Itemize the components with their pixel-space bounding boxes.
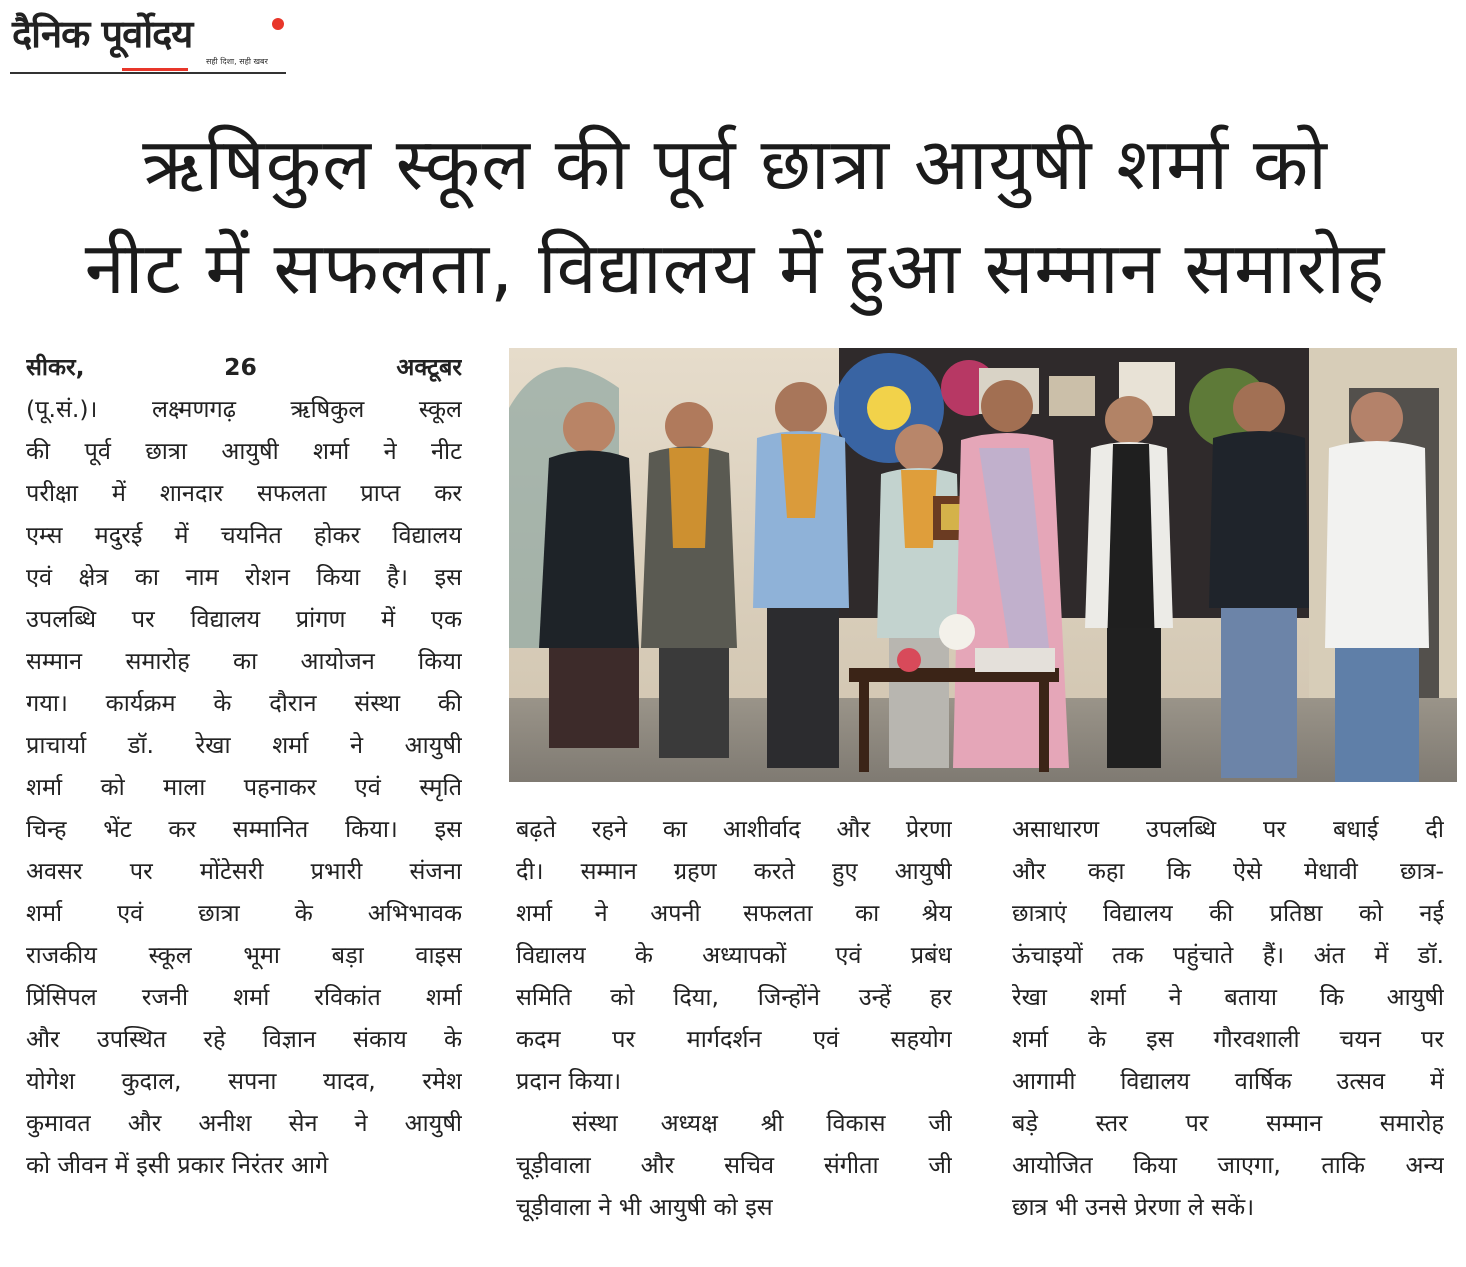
article-line: की पूर्व छात्रा आयुषी शर्मा ने नीट	[26, 437, 462, 465]
article-line: कदम पर मार्गदर्शन एवं सहयोग	[516, 1025, 952, 1053]
logo-dot-icon	[272, 18, 284, 30]
dateline	[26, 346, 462, 388]
article-line: योगेश कुदाल, सपना यादव, रमेश	[26, 1067, 462, 1095]
article-line: रेखा शर्मा ने बताया कि आयुषी	[1012, 983, 1444, 1011]
article-line: समिति को दिया, जिन्होंने उन्हें हर	[516, 983, 952, 1011]
article-line: दी। सम्मान ग्रहण करते हुए आयुषी	[516, 857, 952, 885]
article-line: परीक्षा में शानदार सफलता प्राप्त कर	[26, 479, 462, 507]
article-line: शर्मा ने अपनी सफलता का श्रेय	[516, 899, 952, 927]
article-line: उपलब्धि पर विद्यालय प्रांगण में एक	[26, 605, 462, 633]
article-line: प्रिंसिपल रजनी शर्मा रविकांत शर्मा	[26, 983, 462, 1011]
article-line: (पू.सं.)। लक्ष्मणगढ़ ऋषिकुल स्कूल	[26, 395, 462, 423]
article-line: आगामी विद्यालय वार्षिक उत्सव में	[1012, 1067, 1444, 1095]
article-line: और कहा कि ऐसे मेधावी छात्र-	[1012, 857, 1444, 885]
headline-line-2: नीट में सफलता, विद्यालय में हुआ सम्मान समारोह	[84, 226, 1386, 310]
headline-line-1: ऋषिकुल स्कूल की पूर्व छात्रा आयुषी शर्मा को	[142, 122, 1328, 206]
article-line: और उपस्थित रहे विज्ञान संकाय के	[26, 1025, 462, 1053]
masthead	[10, 8, 286, 74]
newspaper-logo: दैनिक पूर्वोदय	[12, 12, 193, 56]
article-line: सम्मान समारोह का आयोजन किया	[26, 647, 462, 675]
masthead-rule	[10, 72, 286, 74]
article-line: राजकीय स्कूल भूमा बड़ा वाइस	[26, 941, 462, 969]
masthead-accent-rule	[122, 68, 188, 71]
article-line: असाधारण उपलब्धि पर बधाई दी	[1012, 815, 1444, 843]
article-line: शर्मा को माला पहनाकर एवं स्मृति	[26, 773, 462, 801]
article-line: प्रदान किया।	[516, 1067, 622, 1095]
article-line: बढ़ते रहने का आशीर्वाद और प्रेरणा	[516, 815, 952, 843]
event-photo-illustration	[509, 348, 1457, 782]
article-column-1	[26, 346, 462, 1186]
article-line: चूड़ीवाला और सचिव संगीता जी	[516, 1151, 952, 1179]
article-line: बड़े स्तर पर सम्मान समारोह	[1012, 1109, 1444, 1137]
article-line: गया। कार्यक्रम के दौरान संस्था की	[26, 689, 462, 717]
newspaper-tagline: सही दिशा, सही खबर	[206, 57, 268, 66]
article-line: एम्स मदुरई में चयनित होकर विद्यालय	[26, 521, 462, 549]
article-line: अवसर पर मोंटेसरी प्रभारी संजना	[26, 857, 462, 885]
article-line: ऊंचाइयों तक पहुंचाते हैं। अंत में डॉ.	[1012, 941, 1444, 969]
article-line: को जीवन में इसी प्रकार निरंतर आगे	[26, 1151, 329, 1179]
headline	[20, 112, 1450, 320]
article-line: एवं क्षेत्र का नाम रोशन किया है। इस	[26, 563, 462, 591]
article-line: शर्मा एवं छात्रा के अभिभावक	[26, 899, 462, 927]
article-line: विद्यालय के अध्यापकों एवं प्रबंध	[516, 941, 952, 969]
article-line: छात्र भी उनसे प्रेरणा ले सकें।	[1012, 1193, 1255, 1221]
article-line: संस्था अध्यक्ष श्री विकास जी	[572, 1109, 952, 1137]
article-line: चूड़ीवाला ने भी आयुषी को इस	[516, 1193, 773, 1221]
article-line: चिन्ह भेंट कर सम्मानित किया। इस	[26, 815, 462, 843]
article-line: प्राचार्या डॉ. रेखा शर्मा ने आयुषी	[26, 731, 462, 759]
article-line: आयोजित किया जाएगा, ताकि अन्य	[1012, 1151, 1444, 1179]
article-line: कुमावत और अनीश सेन ने आयुषी	[26, 1109, 462, 1137]
event-photo	[509, 348, 1457, 782]
article-line: शर्मा के इस गौरवशाली चयन पर	[1012, 1025, 1444, 1053]
article-line: छात्राएं विद्यालय की प्रतिष्ठा को नई	[1012, 899, 1444, 927]
dateline-place: सीकर, 26 अक्टूबर	[26, 353, 462, 381]
article-column-2	[516, 808, 952, 1228]
article-column-3	[1012, 808, 1444, 1228]
